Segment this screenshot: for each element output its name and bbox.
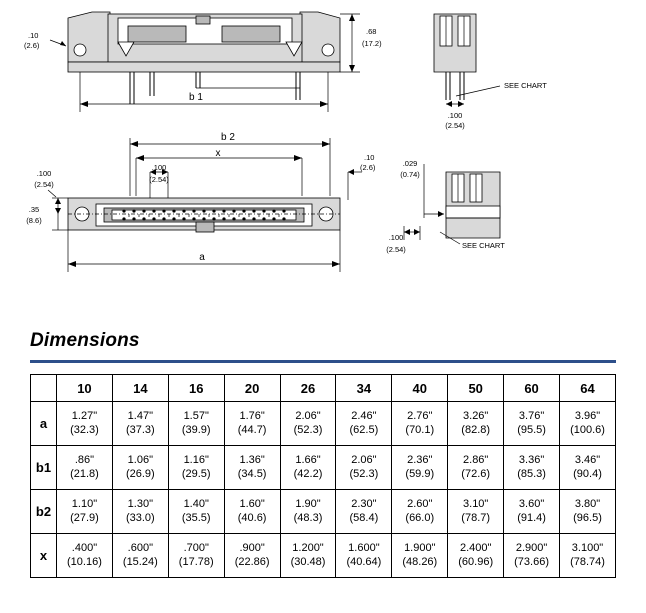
cell-mm: (34.5)	[237, 467, 267, 480]
cell-mm: (78.74)	[570, 555, 605, 568]
dim-side-pitch-mm: (2.54)	[445, 121, 465, 130]
row-label-b2: b2	[31, 490, 57, 534]
column-header-16: 16	[168, 375, 224, 402]
column-header-50: 50	[448, 375, 504, 402]
dim-plan-pitch-mm: (2.54)	[149, 175, 169, 184]
dim-a-label: a	[199, 252, 205, 263]
cell-mm: (26.9)	[125, 467, 155, 480]
cell-inch: 1.36"	[239, 453, 265, 466]
cell-inch: 2.30"	[351, 497, 377, 510]
cell-mm: (30.48)	[290, 555, 326, 568]
row-label-x: x	[31, 534, 57, 578]
dim-top-right-mm: (17.2)	[362, 39, 382, 48]
dim-b1-label: b 1	[189, 92, 203, 103]
cell-mm: (22.86)	[234, 555, 270, 568]
cell-inch: 2.46"	[351, 409, 377, 422]
cell-b2-40	[392, 490, 448, 534]
cell-inch: 3.46"	[574, 453, 601, 466]
cell-mm: (32.3)	[70, 423, 99, 436]
cell-mm: (85.3)	[517, 467, 546, 480]
cell-mm: (29.5)	[181, 467, 211, 480]
cell-a-64	[560, 402, 616, 446]
cell-inch: 2.86"	[463, 453, 489, 466]
cell-x-40	[392, 534, 448, 578]
cell-mm: (62.5)	[349, 423, 379, 436]
cell-inch: 1.66"	[295, 453, 321, 466]
cell-mm: (33.0)	[125, 511, 155, 524]
cell-inch: 3.36"	[518, 453, 545, 466]
dim-plan-pitch-inch: .100	[151, 163, 167, 172]
cell-inch: 2.76"	[407, 409, 433, 422]
cell-mm: (40.6)	[237, 511, 267, 524]
dim-plan-35-inch: .35	[28, 205, 40, 214]
row-label-b1: b1	[31, 446, 57, 490]
cell-b1-10	[57, 446, 113, 490]
cell-mm: (95.5)	[517, 423, 546, 436]
cell-b2-60	[504, 490, 560, 534]
cell-inch: 1.900"	[404, 541, 436, 554]
cell-inch: .900"	[239, 541, 265, 554]
cell-inch: 2.06"	[295, 409, 321, 422]
column-header-40: 40	[392, 375, 448, 402]
dim-side-pitch-inch: .100	[447, 111, 463, 120]
table-row	[31, 446, 616, 490]
see-chart-bottom-label: SEE CHART	[462, 241, 505, 250]
cell-x-20	[224, 534, 280, 578]
cell-mm: (66.0)	[405, 511, 435, 524]
cell-a-60	[504, 402, 560, 446]
column-header-26: 26	[280, 375, 336, 402]
cell-inch: 2.400"	[459, 541, 492, 554]
dim-plan-35-mm: (8.6)	[26, 216, 42, 225]
plan-view	[26, 132, 376, 272]
cell-inch: 1.16"	[183, 453, 209, 466]
cell-inch: 3.60"	[518, 497, 545, 510]
cell-b2-34	[336, 490, 392, 534]
dim-plan-right-inch: .10	[364, 153, 375, 162]
table-header-row	[31, 375, 616, 402]
cell-inch: 1.600"	[348, 541, 380, 554]
cell-b1-20	[224, 446, 280, 490]
cell-mm: (90.4)	[573, 467, 602, 480]
dim-029-mm: (0.74)	[400, 170, 420, 179]
cell-x-14	[112, 534, 168, 578]
dim-plan-right-mm: (2.6)	[360, 163, 376, 172]
cell-b2-14	[112, 490, 168, 534]
cell-b2-50	[448, 490, 504, 534]
cell-inch: .86"	[74, 453, 95, 466]
cell-x-26	[280, 534, 336, 578]
cell-x-60	[504, 534, 560, 578]
cell-b1-40	[392, 446, 448, 490]
dim-x-label: x	[215, 148, 221, 159]
cell-a-10	[57, 402, 113, 446]
cell-b1-14	[112, 446, 168, 490]
cell-inch: 1.57"	[183, 409, 209, 422]
cell-inch: 3.26"	[463, 409, 489, 422]
cell-inch: 1.76"	[239, 409, 265, 422]
cell-a-16	[168, 402, 224, 446]
cell-inch: 3.80"	[574, 497, 601, 510]
cell-inch: .700"	[183, 541, 209, 554]
cell-inch: 1.30"	[127, 497, 153, 510]
cell-b1-26	[280, 446, 336, 490]
cell-mm: (96.5)	[573, 511, 602, 524]
cell-mm: (82.8)	[461, 423, 491, 436]
cell-b1-16	[168, 446, 224, 490]
cell-b2-20	[224, 490, 280, 534]
cell-b2-64	[560, 490, 616, 534]
cell-mm: (78.7)	[461, 511, 491, 524]
cell-inch: 2.900"	[515, 541, 548, 554]
cell-a-50	[448, 402, 504, 446]
cell-mm: (91.4)	[517, 511, 546, 524]
cell-a-34	[336, 402, 392, 446]
cell-inch: 1.40"	[183, 497, 209, 510]
cell-mm: (73.66)	[514, 555, 549, 568]
cell-inch: 3.76"	[518, 409, 545, 422]
cell-x-34	[336, 534, 392, 578]
dim-plan-left-pitch-inch: .100	[36, 169, 52, 178]
cell-mm: (52.3)	[293, 423, 323, 436]
cell-x-16	[168, 534, 224, 578]
cell-inch: 2.36"	[407, 453, 433, 466]
cell-inch: .600"	[127, 541, 153, 554]
column-header-34: 34	[336, 375, 392, 402]
cell-b2-10	[57, 490, 113, 534]
heading-divider	[30, 360, 616, 363]
cell-mm: (59.9)	[405, 467, 435, 480]
cell-a-14	[112, 402, 168, 446]
cell-a-20	[224, 402, 280, 446]
cell-inch: 1.47"	[127, 409, 153, 422]
cell-inch: 1.06"	[127, 453, 153, 466]
cell-mm: (27.9)	[70, 511, 99, 524]
dimensions-table-container	[30, 374, 616, 578]
column-header-20: 20	[224, 375, 280, 402]
cell-mm: (35.5)	[181, 511, 211, 524]
dim-top-left-mm: (2.6)	[24, 41, 40, 50]
dim-top-right-inch: .68	[366, 27, 377, 36]
dimensions-heading: Dimensions	[30, 330, 140, 351]
dim-top-left-inch: .10	[28, 31, 39, 40]
dimensions-table	[30, 374, 616, 578]
cell-mm: (72.6)	[461, 467, 491, 480]
cell-b2-16	[168, 490, 224, 534]
cell-inch: 1.200"	[292, 541, 324, 554]
column-header-blank	[31, 375, 57, 402]
dim-029-inch: .029	[402, 159, 418, 168]
cell-mm: (17.78)	[178, 555, 214, 568]
table-row	[31, 534, 616, 578]
cell-mm: (15.24)	[122, 555, 158, 568]
cell-mm: (100.6)	[570, 423, 605, 436]
cell-b1-50	[448, 446, 504, 490]
row-label-a: a	[31, 402, 57, 446]
cell-inch: 2.06"	[351, 453, 377, 466]
column-header-64: 64	[560, 375, 616, 402]
cell-b1-60	[504, 446, 560, 490]
see-chart-top-label: SEE CHART	[504, 81, 547, 90]
cell-mm: (52.3)	[349, 467, 379, 480]
cell-mm: (60.96)	[458, 555, 494, 568]
cell-inch: 3.100"	[571, 541, 604, 554]
dim-bottom-pitch-mm: (2.54)	[386, 245, 406, 254]
cell-a-26	[280, 402, 336, 446]
cell-inch: 1.27"	[71, 409, 98, 422]
cell-mm: (10.16)	[67, 555, 102, 568]
column-header-10: 10	[57, 375, 113, 402]
cell-mm: (21.8)	[70, 467, 99, 480]
cell-b2-26	[280, 490, 336, 534]
dim-b2-label: b 2	[221, 132, 235, 143]
cell-mm: (70.1)	[405, 423, 435, 436]
cell-mm: (42.2)	[293, 467, 323, 480]
dim-plan-left-pitch-mm: (2.54)	[34, 180, 54, 189]
cell-inch: 1.10"	[71, 497, 98, 510]
cell-b1-34	[336, 446, 392, 490]
cell-mm: (40.64)	[346, 555, 382, 568]
cell-x-10	[57, 534, 113, 578]
cell-mm: (39.9)	[181, 423, 211, 436]
column-header-60: 60	[504, 375, 560, 402]
cell-mm: (48.26)	[402, 555, 438, 568]
cell-x-50	[448, 534, 504, 578]
cell-inch: 1.90"	[295, 497, 321, 510]
cell-inch: 3.10"	[463, 497, 489, 510]
cell-inch: 2.60"	[407, 497, 433, 510]
top-elevation-view	[24, 12, 382, 112]
bottom-side-section-view	[386, 159, 505, 254]
cell-b1-64	[560, 446, 616, 490]
cell-mm: (58.4)	[349, 511, 379, 524]
cell-mm: (37.3)	[125, 423, 155, 436]
cell-x-64	[560, 534, 616, 578]
table-row	[31, 402, 616, 446]
cell-inch: 3.96"	[574, 409, 601, 422]
cell-a-40	[392, 402, 448, 446]
cell-inch: 1.60"	[239, 497, 265, 510]
dim-bottom-pitch-inch: .100	[388, 233, 404, 242]
table-row	[31, 490, 616, 534]
cell-mm: (44.7)	[237, 423, 267, 436]
column-header-14: 14	[112, 375, 168, 402]
cell-mm: (48.3)	[293, 511, 323, 524]
top-side-view	[434, 14, 547, 130]
cell-inch: .400"	[71, 541, 98, 554]
